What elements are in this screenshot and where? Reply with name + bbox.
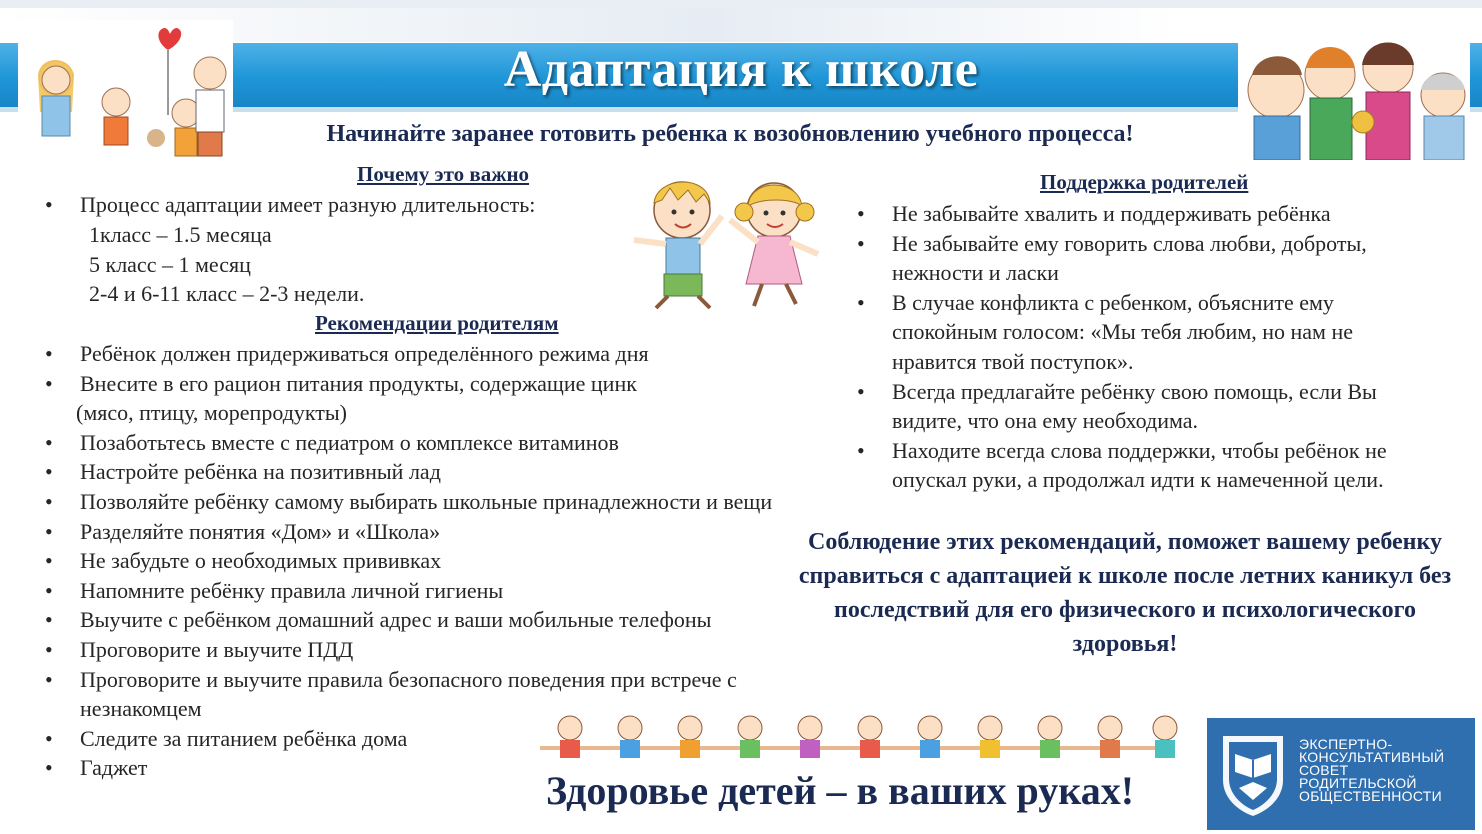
recommendations-list <box>45 339 875 783</box>
list-item: • Позволяйте ребёнку самому выбирать школьные принадлежности и вещи <box>45 487 875 517</box>
list-item: • Всегда предлагайте ребёнку свою помощь, если Вы видите, что она ему необходима. <box>857 377 1452 436</box>
list-item: • Не забывайте хвалить и поддерживать ребёнка <box>857 199 1457 229</box>
list-item: • Разделяйте понятия «Дом» и «Школа» <box>45 517 875 547</box>
logo-line: ЭКСПЕРТНО- <box>1299 736 1393 752</box>
page-subtitle: Начинайте заранее готовить ребенка к возобновлению учебного процесса! <box>326 121 1134 147</box>
top-strip <box>0 0 1482 8</box>
list-item: • Проговорите и выучите ПДД <box>45 635 875 665</box>
conclusion-text: Соблюдение этих рекомендаций, поможет вашему ребенку справиться с адаптацией к школе после летних каникул без последствий для его физического и психологического здоровья! <box>798 529 1452 657</box>
dancing-kids-illustration <box>612 168 830 316</box>
list-item: • Ребёнок должен придерживаться определённого режима дня <box>45 339 875 369</box>
list-item: • Проговорите и выучите правила безопасного поведения при встрече с незнакомцем <box>45 665 825 724</box>
logo-line: РОДИТЕЛЬСКОЙ <box>1299 775 1417 791</box>
logo-line: СОВЕТ <box>1299 762 1349 778</box>
list-item-continuation: (мясо, птицу, морепродукты) <box>76 400 348 426</box>
list-item: • Позаботьтесь вместе с педиатром о комплексе витаминов <box>45 428 875 458</box>
list-item: • Следите за питанием ребёнка дома <box>45 724 875 754</box>
duration-line: 1класс – 1.5 месяца <box>89 222 272 247</box>
list-item: • Выучите с ребёнком домашний адрес и ваши мобильные телефоны <box>45 605 875 635</box>
duration-line: 2-4 и 6-11 класс – 2-3 недели. <box>89 281 365 307</box>
council-emblem-icon <box>1215 730 1291 818</box>
logo-line: КОНСУЛЬТАТИВНЫЙ <box>1299 749 1445 765</box>
list-item: • Настройте ребёнка на позитивный лад <box>45 457 875 487</box>
list-item: • Не забудьте о необходимых прививках <box>45 546 875 576</box>
council-logo <box>1207 718 1475 830</box>
list-item: • Процесс адаптации имеет разную длительность: <box>45 190 625 220</box>
list-item: • Гаджет <box>45 753 875 783</box>
page-title: Адаптация к школе <box>503 41 979 98</box>
parent-support-heading: Поддержка родителей <box>1040 170 1249 194</box>
logo-line: ОБЩЕСТВЕННОСТИ <box>1299 788 1442 804</box>
recommendations-heading: Рекомендации родителям <box>315 311 559 335</box>
durations-block <box>45 220 605 309</box>
why-important-list <box>45 190 625 220</box>
footer-slogan: Здоровье детей – в ваших руках! <box>545 768 1135 813</box>
duration-line: 5 класс – 1 месяц <box>89 251 251 277</box>
parent-support-list <box>857 199 1457 495</box>
list-item: • Не забывайте ему говорить слова любви, доброты, нежности и ласки <box>857 229 1457 288</box>
logo-text <box>1299 738 1475 803</box>
why-important-heading: Почему это важно <box>357 162 530 186</box>
list-item: • Находите всегда слова поддержки, чтобы ребёнок не опускал руки, а продолжал идти к намеченной цели. <box>857 436 1457 495</box>
list-item: • Напомните ребёнку правила личной гигиены <box>45 576 875 606</box>
list-item-text: Внесите в его рацион питания продукты, содержащие цинк <box>80 370 637 396</box>
list-item: • В случае конфликта с ребенком, объясните ему спокойным голосом: «Мы тебя любим, но нам не нравится твой поступок». <box>857 288 1412 377</box>
list-item <box>45 369 875 428</box>
